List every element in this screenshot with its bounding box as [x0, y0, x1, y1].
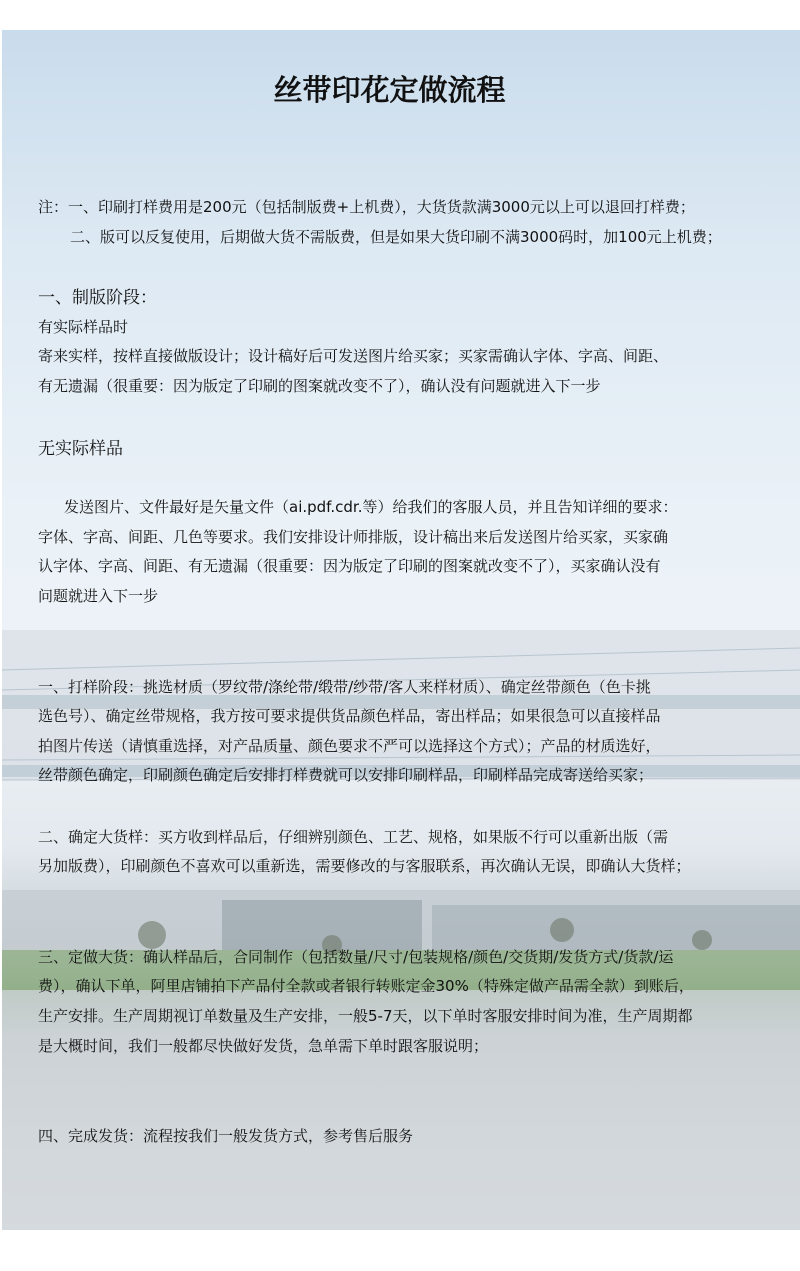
production-stage-line: 三、定做大货：确认样品后，合同制作（包括数量/尺寸/包装规格/颜色/交货期/发货方式/货款/运: [38, 948, 674, 966]
sampling-stage-line: 选色号）、确定丝带规格，我方按可要求提供货品颜色样品，寄出样品；如果很急可以直接样品: [38, 707, 661, 725]
sampling-stage-line: 拍图片传送（请慎重选择，对产品质量、颜色要求不严可以选择这个方式）；产品的材质选好，: [38, 737, 661, 755]
with-sample-line: 寄来实样，按样直接做版设计；设计稿好后可发送图片给买家；买家需确认字体、字高、间距、: [38, 347, 669, 365]
confirm-stage-line: 另加版费），印刷颜色不喜欢可以重新选，需要修改的与客服联系，再次确认无误，即确认大货样；: [38, 857, 691, 875]
without-sample-label: 无实际样品: [38, 439, 123, 459]
production-stage-line: 费），确认下单，阿里店铺拍下产品付全款或者银行转账定金30%（特殊定做产品需全款）到账后，: [38, 977, 694, 995]
confirm-stage-line: 二、确定大货样：买方收到样品后，仔细辨别颜色、工艺、规格，如果版不行可以重新出版（需: [38, 828, 669, 846]
without-sample-line: 字体、字高、间距、几色等要求。我们安排设计师排版，设计稿出来后发送图片给买家，买家确: [38, 528, 669, 546]
note-line-2: 二、版可以反复使用，后期做大货不需版费，但是如果大货印刷不满3000码时，加100元上机费；: [70, 228, 722, 246]
without-sample-line: 发送图片、文件最好是矢量文件（ai.pdf.cdr.等）给我们的客服人员，并且告知详细的要求：: [64, 498, 678, 516]
without-sample-line: 问题就进入下一步: [38, 587, 159, 605]
production-stage-line: 生产安排。生产周期视订单数量及生产安排，一般5-7天，以下单时客服安排时间为准，生产周期都: [38, 1007, 693, 1025]
plate-stage-heading: 一、制版阶段：: [38, 288, 157, 308]
sampling-stage-line: 丝带颜色确定，印刷颜色确定后安排打样费就可以安排印刷样品，印刷样品完成寄送给买家；: [38, 766, 654, 784]
without-sample-line: 认字体、字高、间距、有无遗漏（很重要：因为版定了印刷的图案就改变不了），买家确认没有: [38, 557, 661, 575]
page-title: 丝带印花定做流程: [273, 73, 506, 107]
with-sample-line: 有无遗漏（很重要：因为版定了印刷的图案就改变不了），确认没有问题就进入下一步: [38, 377, 601, 395]
process-document: [2, 30, 800, 1230]
production-stage-line: 是大概时间，我们一般都尽快做好发货，急单需下单时跟客服说明；: [38, 1037, 489, 1055]
note-line-1: 注：一、印刷打样费用是200元（包括制版费+上机费），大货货款满3000元以上可以退回打样费；: [38, 198, 695, 216]
with-sample-label: 有实际样品时: [38, 318, 129, 336]
content-panel: [2, 30, 800, 1230]
shipping-stage-line: 四、完成发货：流程按我们一般发货方式，参考售后服务: [38, 1127, 414, 1145]
sampling-stage-line: 一、打样阶段：挑选材质（罗纹带/涤纶带/缎带/纱带/客人来样材质）、确定丝带颜色（色卡挑: [38, 678, 651, 696]
